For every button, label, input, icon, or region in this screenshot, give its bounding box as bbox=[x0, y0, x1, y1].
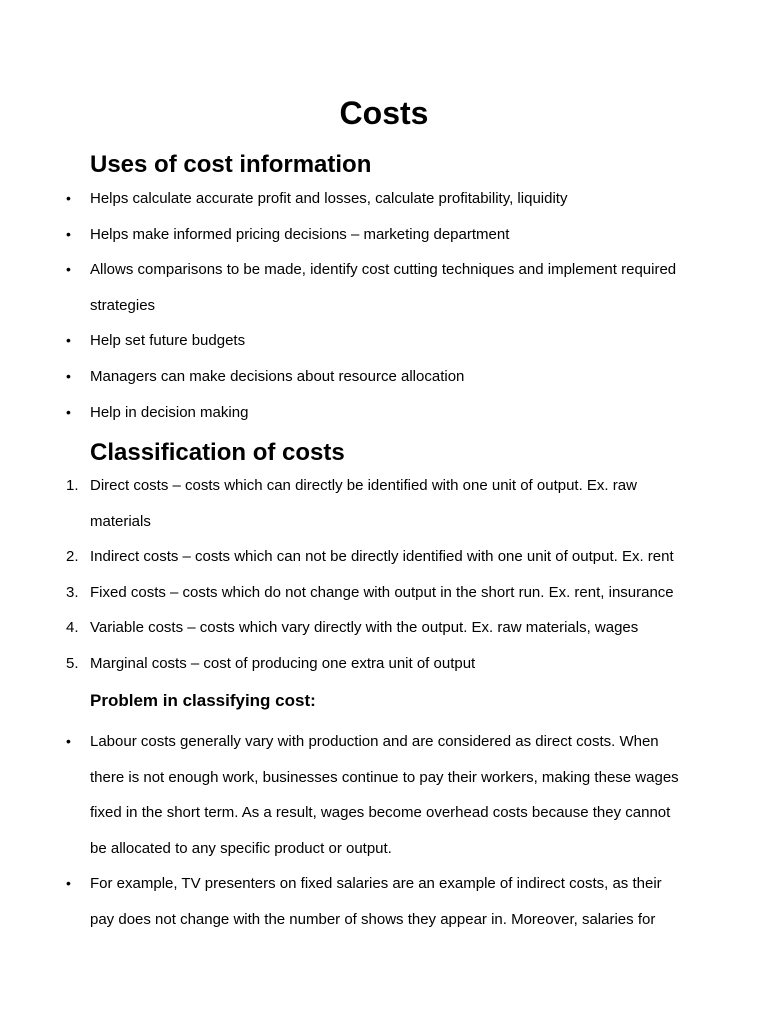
list-number: 3. bbox=[66, 583, 79, 601]
list-item-text: Variable costs – costs which vary directly with the output. Ex. raw materials, wages bbox=[90, 619, 639, 637]
list-number: 2. bbox=[66, 548, 79, 566]
list-item-text: Direct costs – costs which can directly be identified with one unit of output. Ex. raw materials bbox=[90, 477, 637, 530]
list-item bbox=[0, 323, 680, 359]
list-item bbox=[0, 539, 680, 575]
list-item-text: Marginal costs – cost of producing one extra unit of output bbox=[90, 654, 476, 672]
list-item-text: Indirect costs – costs which can not be directly identified with one unit of output. Ex. rent bbox=[90, 548, 674, 566]
uses-bullet-list bbox=[0, 181, 768, 430]
list-item bbox=[0, 646, 680, 682]
bullet-marker: • bbox=[66, 733, 71, 749]
list-item-text: Allows comparisons to be made, identify cost cutting techniques and implement required strategies bbox=[90, 261, 677, 314]
list-item-text: Helps calculate accurate profit and losses, calculate profitability, liquidity bbox=[90, 190, 568, 207]
bullet-marker: • bbox=[66, 261, 71, 278]
bullet-marker: • bbox=[66, 225, 71, 242]
bullet-marker: • bbox=[66, 367, 71, 384]
classification-numbered-list bbox=[0, 468, 768, 682]
section-heading-uses: Uses of cost information bbox=[90, 151, 372, 178]
list-item-text: Fixed costs – costs which do not change with output in the short run. Ex. rent, insurance bbox=[90, 583, 674, 601]
list-item-text: Help set future budgets bbox=[90, 332, 246, 350]
subheading-problem: Problem in classifying cost: bbox=[90, 691, 316, 710]
list-item bbox=[0, 724, 680, 866]
list-item bbox=[0, 468, 680, 539]
list-item-text: Help in decision making bbox=[90, 403, 249, 421]
bullet-marker: • bbox=[66, 332, 71, 349]
list-number: 1. bbox=[66, 477, 79, 494]
list-item bbox=[0, 395, 680, 431]
bullet-marker: • bbox=[66, 875, 71, 892]
list-number: 4. bbox=[66, 619, 79, 637]
list-item bbox=[0, 610, 680, 646]
list-item-text: For example, TV presenters on fixed salaries are an example of indirect costs, as their pay does not change with the number of shows they appear in. Moreover, salaries for bbox=[90, 875, 662, 928]
list-item-text: Labour costs generally vary with production and are considered as direct costs. When there is not enough work, businesses continue to pay their workers, making these wages fixed in the short term. As a result, wages become overhead costs because they cannot be allocated to any specific product or output. bbox=[90, 733, 679, 857]
list-item bbox=[0, 181, 680, 217]
list-item bbox=[0, 866, 680, 937]
bullet-marker: • bbox=[66, 190, 71, 206]
list-item-text: Helps make informed pricing decisions – marketing department bbox=[90, 225, 510, 243]
list-item bbox=[0, 359, 680, 395]
problem-bullet-list bbox=[0, 724, 768, 938]
list-item bbox=[0, 217, 680, 253]
page-title: Costs bbox=[339, 95, 429, 131]
list-item-text: Managers can make decisions about resource allocation bbox=[90, 367, 465, 385]
bullet-marker: • bbox=[66, 403, 71, 420]
section-heading-classification: Classification of costs bbox=[90, 439, 345, 466]
list-number: 5. bbox=[66, 654, 79, 672]
list-item bbox=[0, 575, 680, 611]
list-item bbox=[0, 252, 680, 323]
